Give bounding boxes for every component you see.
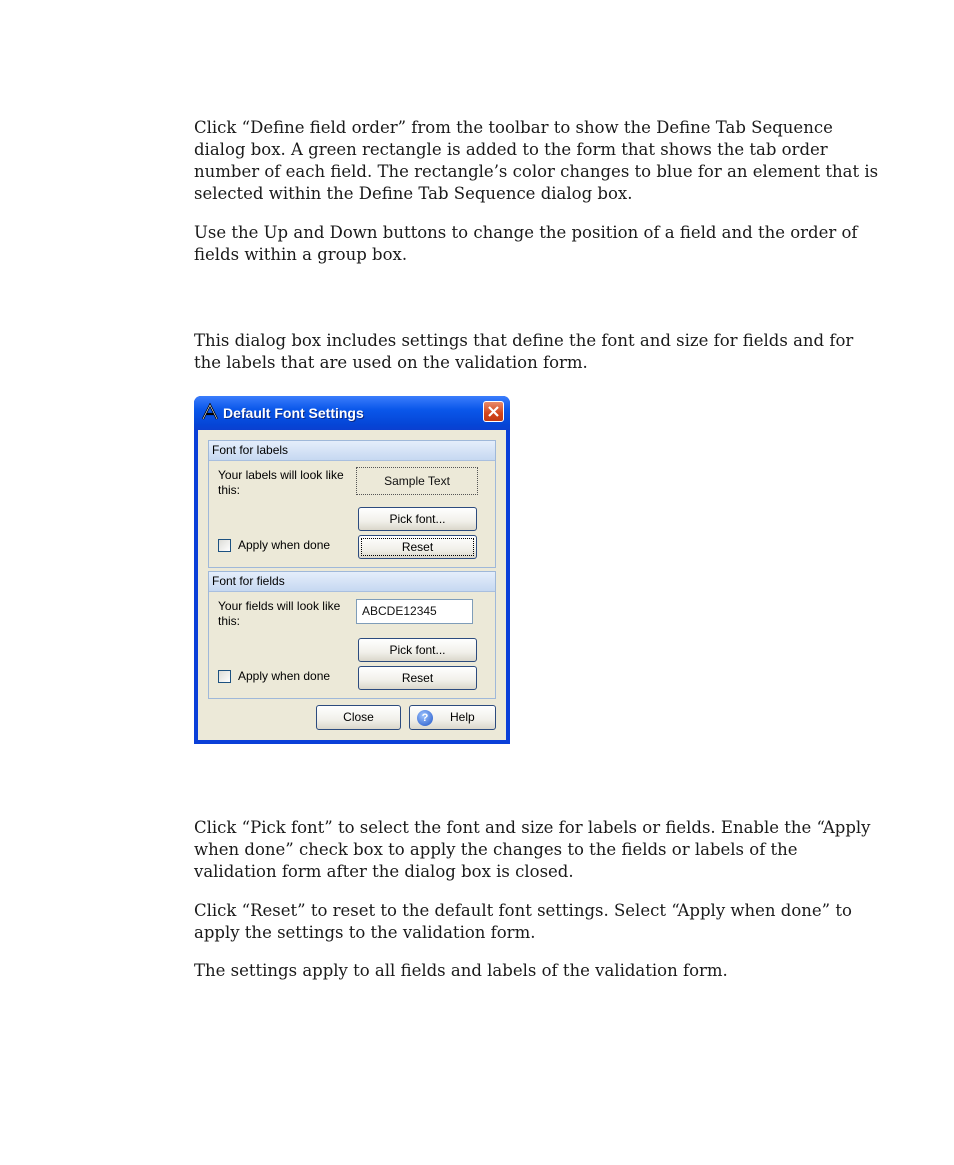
labels-preview-caption: Your labels will look like this:: [218, 468, 344, 497]
close-icon: [487, 405, 500, 418]
labels-group-header: Font for labels: [209, 441, 495, 461]
fields-preview-caption: Your fields will look like this:: [218, 599, 341, 628]
help-icon: ?: [417, 710, 433, 726]
reset-paragraph: Click “Reset” to reset to the default font settings. Select “Apply when done” to apply the settings to the validation form.: [194, 901, 852, 942]
fields-sample-text: ABCDE12345: [356, 599, 473, 624]
labels-font-group: [208, 440, 496, 568]
default-font-settings-dialog: [194, 396, 510, 744]
labels-pick-font-button[interactable]: Pick font...: [358, 507, 477, 531]
dialog-description-paragraph: This dialog box includes settings that define the font and size for fields and for the labels that are used on the validation form.: [194, 331, 854, 372]
close-button[interactable]: Close: [316, 705, 401, 730]
settings-scope-paragraph: The settings apply to all fields and labels of the validation form.: [194, 961, 728, 980]
fields-apply-checkbox[interactable]: [218, 670, 231, 683]
fields-reset-button[interactable]: Reset: [358, 666, 477, 690]
up-down-paragraph: Use the Up and Down buttons to change the position of a field and the order of fields within a group box.: [194, 223, 858, 264]
help-button[interactable]: [409, 705, 496, 730]
labels-apply-label[interactable]: Apply when done: [238, 538, 331, 552]
labels-reset-button[interactable]: Reset: [358, 535, 477, 559]
intro-paragraph: Click “Define field order” from the toolbar to show the Define Tab Sequence dialog box. A green rectangle is added to the form that shows the tab order number of each field. The rectangle’s color changes to blue for an element that is selected within the Define Tab Sequence dialog box.: [194, 118, 879, 203]
fields-pick-font-button[interactable]: Pick font...: [358, 638, 477, 662]
labels-apply-checkbox[interactable]: [218, 539, 231, 552]
fields-font-group: [208, 571, 496, 699]
app-icon: [201, 403, 219, 421]
dialog-titlebar[interactable]: [194, 396, 510, 430]
dialog-body: [198, 430, 506, 740]
close-window-button[interactable]: [483, 401, 504, 422]
labels-sample-text: Sample Text: [356, 467, 478, 495]
dialog-title: Default Font Settings: [223, 405, 364, 421]
pick-font-paragraph: Click “Pick font” to select the font and size for labels or fields. Enable the “Apply when done” check box to apply the changes to the fields or labels of the validation form after the dialog box is closed.: [194, 818, 871, 881]
help-label: Help: [450, 710, 475, 724]
fields-group-header: Font for fields: [209, 572, 495, 592]
fields-apply-label[interactable]: Apply when done: [238, 669, 331, 683]
